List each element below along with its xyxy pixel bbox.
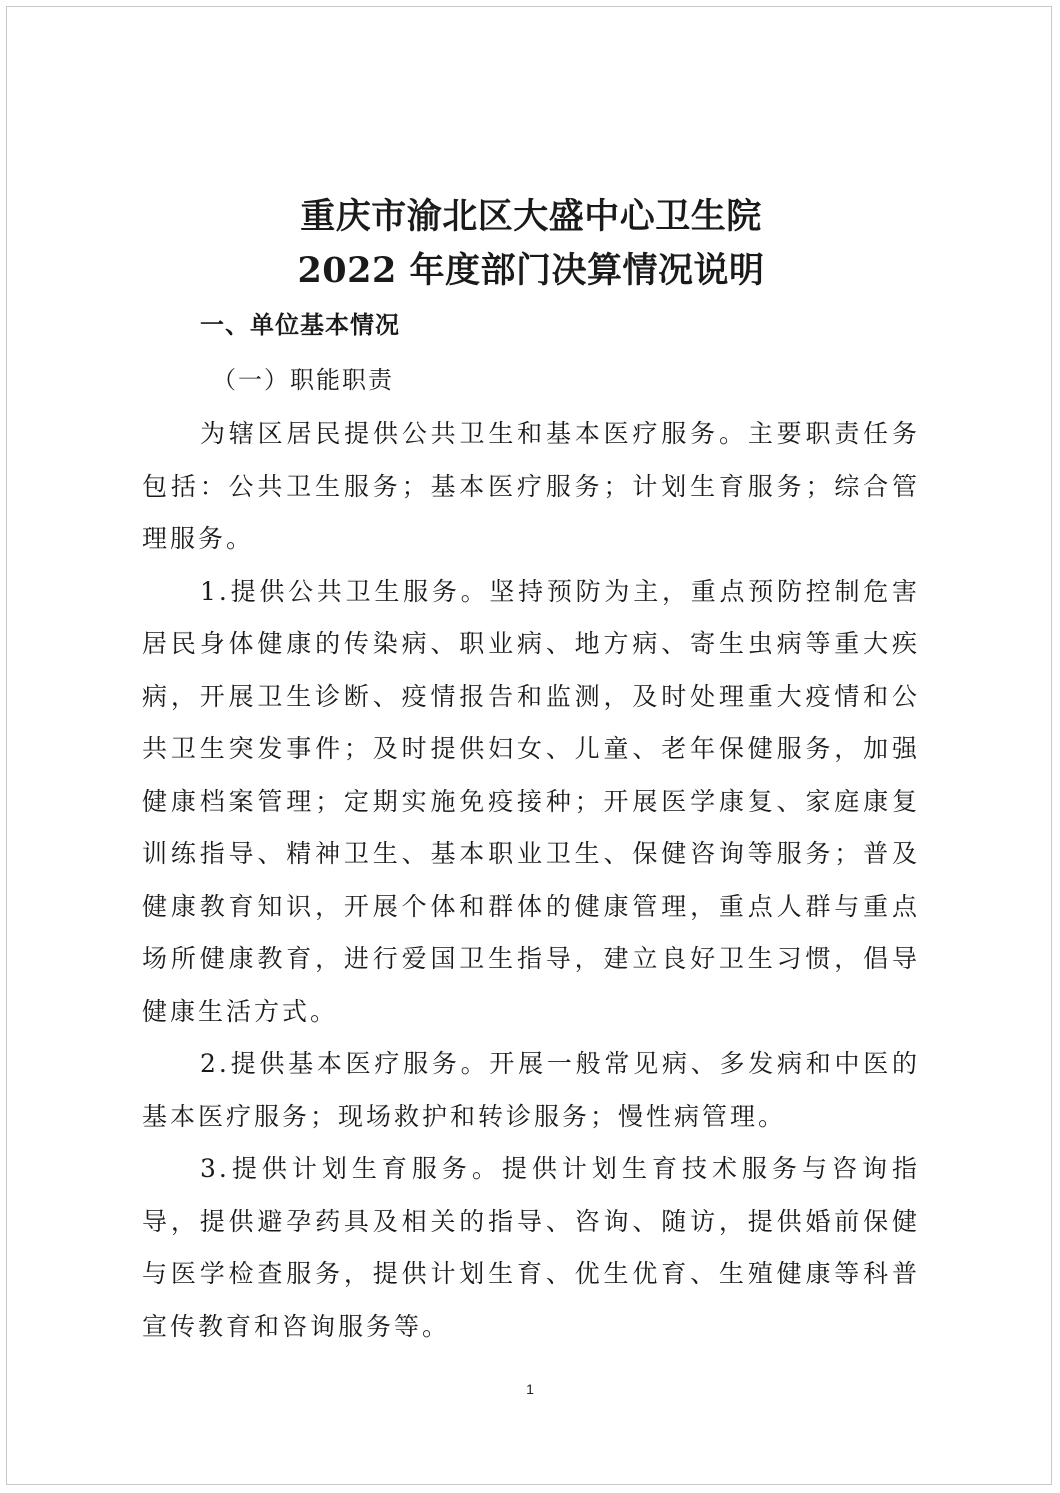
page-number: 1 (526, 1381, 534, 1397)
paragraph-public-health: 1.提供公共卫生服务。坚持预防为主，重点预防控制危害居民身体健康的传染病、职业病、地方病、寄生虫病等重大疾病，开展卫生诊断、疫情报告和监测，及时处理重大疫情和公共卫生突发事件；及时提供妇女、儿童、老年保健服务，加强健康档案管理；定期实施免疫接种；开展医学康复、家庭康复训练指导、精神卫生、基本职业卫生、保健咨询等服务；普及健康教育知识，开展个体和群体的健康管理，重点人群与重点场所健康教育，进行爱国卫生指导，建立良好卫生习惯，倡导健康生活方式。 (142, 576, 920, 1026)
paragraph-basic-medical: 2.提供基本医疗服务。开展一般常见病、多发病和中医的基本医疗服务；现场救护和转诊服务；慢性病管理。 (142, 1049, 920, 1131)
paragraph-intro: 为辖区居民提供公共卫生和基本医疗服务。主要职责任务包括：公共卫生服务；基本医疗服务；计划生育服务；综合管理服务。 (142, 419, 920, 553)
subsection-heading: （一）职能职责 (212, 366, 394, 394)
document-title-line2: 2022 年度部门决算情况说明 (297, 250, 765, 291)
section-heading: 一、单位基本情况 (200, 311, 400, 339)
document-title-line1: 重庆市渝北区大盛中心卫生院 (300, 196, 762, 237)
paragraph-family-planning: 3.提供计划生育服务。提供计划生育技术服务与咨询指导，提供避孕药具及相关的指导、咨询、随访，提供婚前保健与医学检查服务，提供计划生育、优生优育、生殖健康等科普宣传教育和咨询服务等。 (142, 1154, 920, 1341)
document-body (142, 190, 920, 1353)
